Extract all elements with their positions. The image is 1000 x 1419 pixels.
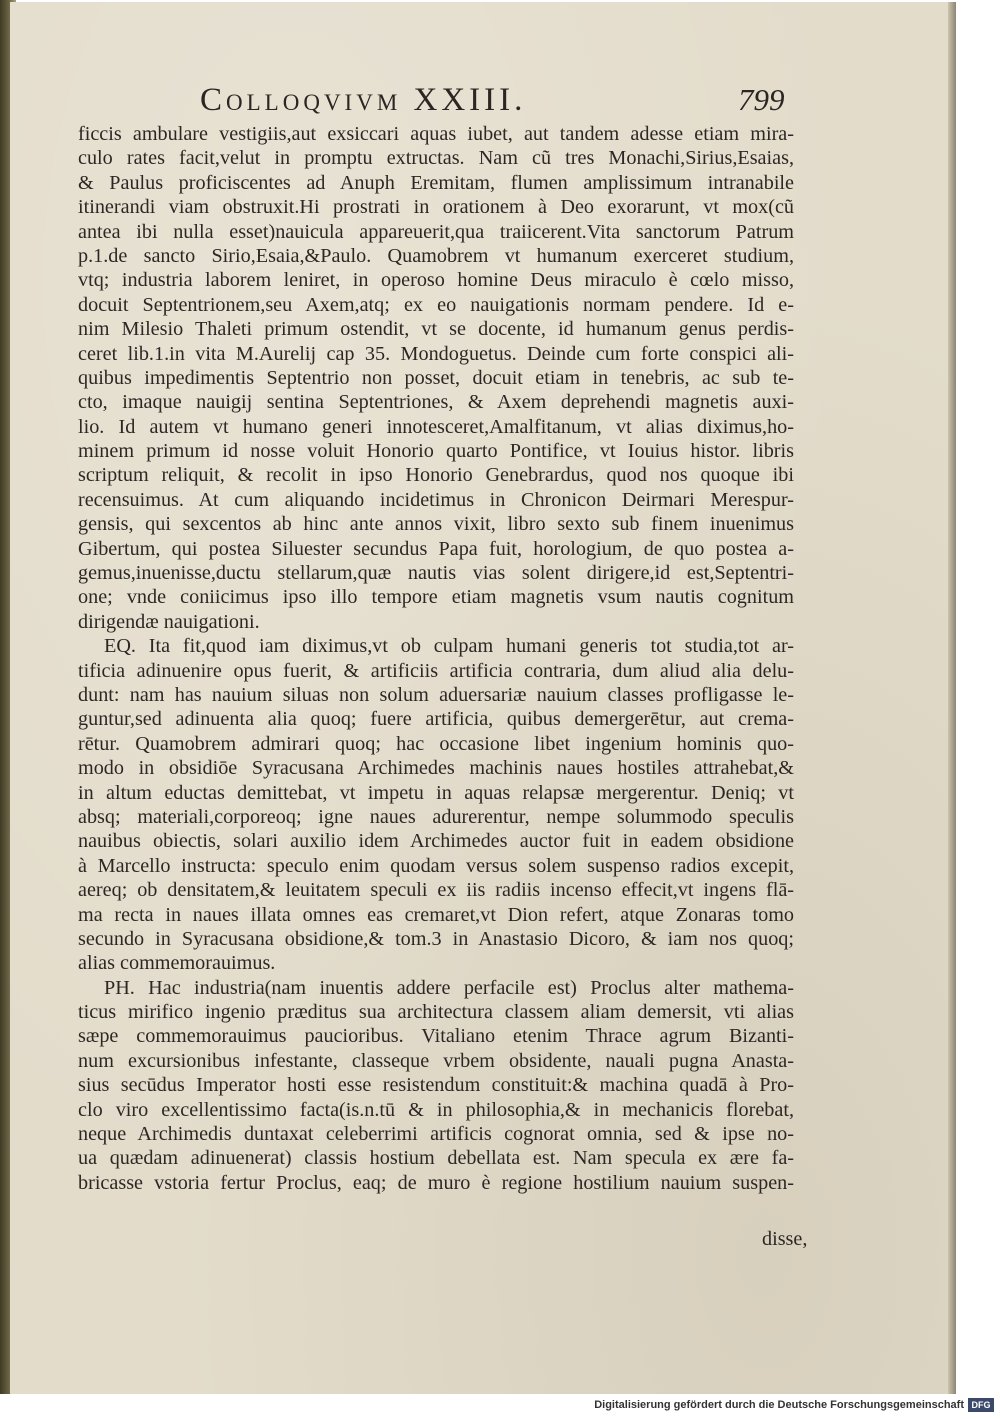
- text-line: lio. Id autem vt humano generi innotesceret,Amalfitanum, vt alias diximus,ho-: [78, 415, 794, 438]
- text-line: gensis, qui sexcentos ab hinc ante annos vixit, libro sexto sub finem inuenimus: [78, 513, 794, 536]
- text-line: vtq; industria laborem leniret, in operoso homine Deus miraculo è cœlo misso,: [78, 269, 794, 292]
- text-line: gemus,inuenisse,ductu stellarum,quæ nautis vias solent dirigere,id est,Septentri-: [78, 562, 794, 585]
- catchword: disse,: [762, 1228, 808, 1250]
- text-line: ua quædam adinuenerat) classis hostium debellata est. Nam specula ex ære fa-: [78, 1147, 794, 1170]
- text-line: dunt: nam has nauium siluas non solum aduersariæ nauium classes profligasse le-: [78, 683, 794, 706]
- text-line: p.1.de sancto Sirio,Esaia,&Paulo. Quamobrem vt humanum exerceret studium,: [78, 244, 794, 267]
- text-line: neque Archimedis duntaxat celeberrimi artificis cognorat omnia, sed & ipse no-: [78, 1123, 794, 1146]
- footer-bar: [0, 1394, 1000, 1419]
- text-line: one; vnde coniicimus ipso illo tempore etiam magnetis vsum nautis cognitum: [78, 586, 794, 609]
- text-line: EQ. Ita fit,quod iam diximus,vt ob culpam humani generis tot studia,tot ar-: [104, 635, 794, 658]
- text-line: recensuimus. At cum aliquando incidetimus in Chronicon Deirmari Merespur-: [78, 488, 794, 511]
- text-line: nauibus obiectis, solari auxilio idem Archimedes auctor fuit in eadem obsidione: [78, 830, 794, 853]
- text-line: quibus impedimentis Septentrio non posset, docuit etiam in tenebris, ac sub te-: [78, 366, 794, 389]
- text-line: scriptum reliquit, & recolit in ipso Honorio Genebrardus, quod nos quoque ibi: [78, 464, 794, 487]
- text-line: alias commemorauimus.: [78, 952, 276, 975]
- text-line: culo rates facit,velut in promptu extructas. Nam cũ tres Monachi,Sirius,Esaias,: [78, 147, 794, 170]
- text-line: sæpe commemorauimus paucioribus. Vitaliano etenim Thrace agrum Bizanti-: [78, 1025, 794, 1048]
- text-line: & Paulus proficiscentes ad Anuph Eremitam, flumen amplissimum intranabile: [78, 171, 794, 194]
- text-line: sius secūdus Imperator hosti esse resistendum constituit:& machina quadā à Pro-: [78, 1074, 794, 1097]
- text-line: dirigendæ nauigationi.: [78, 610, 260, 633]
- text-line: guntur,sed adinuenta alia quoq; fuere artificia, quibus demergerētur, aut crema-: [78, 708, 794, 731]
- page-edge: [948, 2, 956, 1394]
- body-text: [78, 122, 794, 1195]
- text-line: cto, imaque nauigij sentina Septentriones, & Axem deprehendi magnetis auxi-: [78, 391, 794, 414]
- text-line: in altum eductas demittebat, vt impetu in aquas relapsæ mergerentur. Deniq; vt: [78, 781, 794, 804]
- text-line: ma recta in naues illata omnes eas cremaret,vt Dion refert, atque Zonaras tomo: [78, 903, 794, 926]
- text-line: nim Milesio Thaleti primum ostendit, vt se docente, id humanum genus perdis-: [78, 318, 794, 341]
- text-line: Gibertum, qui postea Siluester secundus Papa fuit, horologium, de quo postea a-: [78, 537, 794, 560]
- text-line: ceret lib.1.in vita M.Aurelij cap 35. Mondoguetus. Deinde cum forte conspici ali-: [78, 342, 794, 365]
- text-line: secundo in Syracusana obsidione,& tom.3 in Anastasio Dicoro, & iam nos quoq;: [78, 927, 794, 950]
- text-line: PH. Hac industria(nam inuentis addere perfacile est) Proclus alter mathema-: [104, 976, 794, 999]
- text-line: clo viro excellentissimo facta(is.n.tū & in philosophia,& in mechanicis florebat,: [78, 1098, 794, 1121]
- text-line: docuit Septentrionem,seu Axem,atq; ex eo nauigationis normam pendere. Id e-: [78, 293, 794, 316]
- dfg-logo: DFG: [968, 1398, 994, 1412]
- running-head: Colloqvivm XXIII.: [200, 82, 527, 118]
- text-line: ficcis ambulare vestigiis,aut exsiccari aquas iubet, aut tandem adesse etiam mira-: [78, 123, 794, 145]
- text-line: modo in obsidiōe Syracusana Archimedes machinis naues hostiles attrahebat,&: [78, 757, 794, 780]
- text-line: rētur. Quamobrem admirari quoq; hac occasione libet ingenium hominis quo-: [78, 732, 794, 755]
- text-line: minem primum id nosse voluit Honorio quarto Pontifice, vt Iouius histor. libris: [78, 440, 794, 463]
- text-line: num excursionibus infestante, classeque vrbem obsidente, nauali pugna Anasta-: [78, 1049, 794, 1072]
- text-line: aereq; ob densitatem,& leuitatem speculi ex iis radiis incenso effecit,vt ingens flā-: [78, 879, 794, 902]
- text-line: antea ibi nulla esset)nauicula appareuerit,qua traiicerent.Vita sanctorum Patrum: [78, 220, 794, 243]
- text-line: absq; materiali,corporeoq; igne naues adurerentur, nempe solummodo speculis: [78, 805, 794, 828]
- text-line: bricasse vstoria fertur Proclus, eaq; de muro è regione hostilium nauium suspen-: [78, 1171, 794, 1194]
- funding-credit: Digitalisierung gefördert durch die Deutsche Forschungsgemeinschaft: [594, 1399, 964, 1411]
- page-number: 799: [738, 82, 785, 117]
- text-line: à Marcello instructa: speculo enim quodam versus solem suspenso radios excepit,: [78, 854, 794, 877]
- text-line: itinerandi viam obstruxit.Hi prostrati in orationem à Deo exorarunt, vt mox(cũ: [78, 196, 794, 219]
- text-line: ticus mirifico ingenio præditus sua architectura classem aliam demersit, vti alias: [78, 1001, 794, 1024]
- text-line: tificia adinuenire opus fuerit, & artificiis artificia contraria, dum aliud alia delu-: [78, 659, 794, 682]
